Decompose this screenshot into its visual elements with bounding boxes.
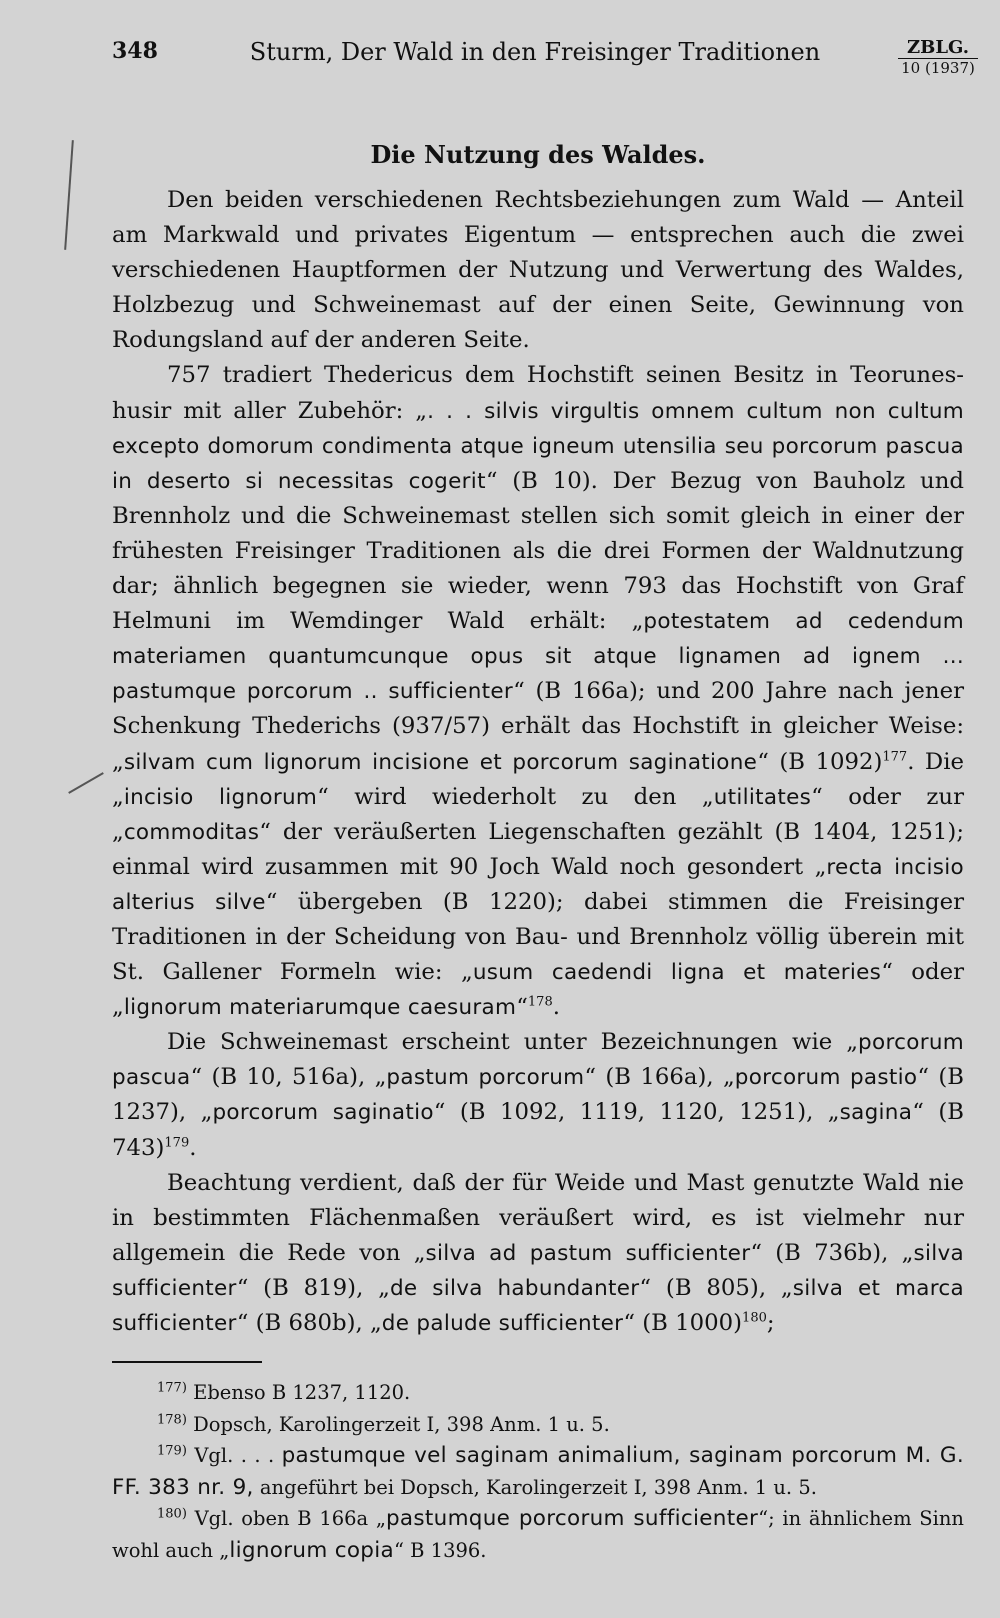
text-segment: “ (B 680b), „ — [236, 1310, 382, 1336]
text-segment: “ B 1396. — [393, 1538, 487, 1562]
footnote-number: 177) — [157, 1380, 187, 1396]
text-segment: angeführt bei Dopsch, Karolingerzeit I, 398 Anm. 1 u. 5. — [253, 1475, 817, 1499]
paragraph — [112, 183, 964, 358]
text-segment: “ (B 1237), „ — [112, 1064, 964, 1126]
page-number: 348 — [112, 38, 158, 64]
text-segment: “ (B 1000) — [623, 1310, 743, 1336]
latin-quotation: pastumque vel saginam animalium, saginam porcorum M. G. FF. 383 nr. 9, — [112, 1443, 965, 1500]
margin-pencil-dash — [68, 772, 104, 794]
latin-quotation: lignorum copia — [229, 1537, 394, 1563]
latin-quotation: porcorum pascua — [112, 1030, 964, 1091]
text-segment: “ (B 10). Der Bezug von Bauholz und Brennholz und die Schweinemast stellen sich somit gleich in einer der frühesten Freisinger Traditionen als die drei Formen der Waldnutzung dar; ähnlich begegnen sie wieder, wenn 793 das Hochstift von Graf Helmuni im Wemdinger Wald erhält: „ — [112, 467, 964, 635]
latin-quotation: pastum porcorum — [386, 1065, 585, 1091]
running-title: Sturm, Der Wald in den Freisinger Traditionen — [249, 38, 821, 66]
text-segment: “ (B 1092) — [757, 748, 883, 775]
text-segment: “ (B 166a), „ — [584, 1064, 735, 1091]
text-segment: Vgl. oben B 166a „ — [194, 1507, 386, 1531]
latin-quotation: . . . silvis virgultis omnem cultum non cultum excepto domorum condimenta atque igneum utensilia seu porcorum pascua in deserto si necessitas cogerit — [112, 398, 964, 494]
journal-reference — [898, 38, 978, 77]
footnote-reference: 177 — [882, 748, 908, 764]
latin-quotation: silva sufficienter — [112, 1240, 964, 1301]
latin-quotation: pastumque porcorum sufficienter — [385, 1506, 759, 1532]
text-segment: Die Schweinemast erscheint unter Bezeichnungen wie „ — [167, 1029, 859, 1056]
latin-quotation: sagina — [839, 1100, 913, 1126]
margin-pencil-mark — [64, 140, 74, 250]
latin-quotation: utilitates — [713, 784, 812, 810]
text-segment: Vgl. . . . — [194, 1444, 282, 1468]
latin-quotation: usum caedendi ligna et materies — [472, 960, 882, 986]
text-segment: “ (B 1092, 1119, 1120, 1251), „ — [433, 1099, 840, 1126]
paragraph — [112, 1025, 964, 1165]
text-segment: 757 tradiert Thedericus dem Hochstift seinen Besitz in Teoruneshusir mit aller Zubehör: „ — [112, 362, 964, 424]
latin-quotation: silva et marca sufficienter — [112, 1275, 964, 1336]
section-title: Die Nutzung des Waldes. — [370, 140, 706, 169]
text-segment: “ (B 805), „ — [639, 1274, 793, 1301]
latin-quotation: silvam cum lignorum incisione et porcorum saginatione — [123, 749, 758, 775]
footnote — [112, 1503, 964, 1566]
paragraph — [112, 358, 964, 1025]
footnote-number: 180) — [157, 1506, 187, 1522]
text-segment: “ (B 166a); und 200 Jahre nach jener Schenkung Thederichs (937/57) erhält das Hochstift in gleicher Weise: „ — [112, 678, 964, 775]
latin-quotation: potestatem ad cedendum materiamen quantumcunque opus sit atque lignamen ad ignem ... pastumque porcorum .. sufficienter — [112, 609, 964, 705]
latin-quotation: commoditas — [123, 819, 260, 845]
text-segment: “ — [516, 994, 528, 1021]
latin-quotation: silva ad pastum sufficienter — [425, 1240, 751, 1266]
footnotes — [112, 1377, 964, 1566]
paragraph — [112, 1166, 964, 1341]
footnote — [112, 1409, 964, 1441]
journal-volume: 10 (1937) — [901, 59, 975, 77]
text-segment: “ der veräußerten Liegenschaften gezählt (B 1404, 1251); einmal wird zusammen mit 90 Joch Wald noch gesondert „ — [112, 818, 964, 880]
text-segment: “ oder „ — [112, 959, 965, 1021]
text-segment: . — [189, 1134, 197, 1161]
footnote-reference: 180 — [742, 1310, 767, 1326]
footnote-number: 179) — [157, 1443, 187, 1459]
page-header — [112, 37, 975, 94]
text-segment: Beachtung verdient, daß der für Weide und Mast genutzte Wald nie in bestimmten Flächenmaßen veräußert wird, es ist vielmehr nur allgemein die Rede von „ — [112, 1169, 964, 1266]
journal-abbreviation: ZBLG. — [898, 38, 978, 59]
text-segment: Den beiden verschiedenen Rechtsbeziehungen zum Wald — Anteil am Markwald und privates Eigentum — entsprechen auch die zwei verschiedenen Hauptformen der Nutzung und Verwertung des Waldes, Holzbezug und Schweinemast auf der einen Seite, Gewinnung von Rodungsland auf der anderen Seite. — [112, 187, 964, 354]
footnote — [112, 1440, 964, 1503]
latin-quotation: recta incisio alterius silve — [112, 854, 965, 915]
footnote — [112, 1377, 964, 1409]
latin-quotation: porcorum pastio — [734, 1065, 918, 1091]
footnote-reference: 179 — [164, 1134, 190, 1150]
latin-quotation: lignorum materiarumque caesuram — [123, 995, 517, 1021]
body-text — [112, 183, 964, 1341]
latin-quotation: porcorum saginatio — [212, 1100, 434, 1126]
latin-quotation: de palude sufficienter — [381, 1311, 624, 1336]
text-segment: ; — [766, 1310, 775, 1336]
text-segment: “ (B 10, 516a), „ — [190, 1064, 387, 1091]
text-segment: “ (B 736b), „ — [750, 1239, 914, 1266]
latin-quotation: incisio lignorum — [123, 784, 318, 810]
text-segment: “; in ähnlichem Sinn wohl auch „ — [112, 1507, 964, 1562]
footnote-divider — [112, 1361, 262, 1363]
text-segment: Dopsch, Karolingerzeit I, 398 Anm. 1 u. 5. — [193, 1412, 610, 1436]
text-segment: . Die „ — [112, 748, 964, 810]
text-segment: “ (B 743) — [112, 1099, 964, 1161]
text-segment: . — [552, 994, 560, 1021]
text-segment: “ (B 819), „ — [236, 1274, 390, 1301]
text-segment: “ wird wiederholt zu den „ — [317, 783, 714, 810]
text-segment: Ebenso B 1237, 1120. — [193, 1381, 411, 1405]
text-segment: “ oder zur „ — [112, 783, 964, 845]
footnote-reference: 178 — [527, 994, 553, 1010]
latin-quotation: de silva habundanter — [389, 1275, 640, 1301]
footnote-number: 178) — [157, 1412, 187, 1428]
text-segment: “ übergeben (B 1220); dabei stimmen die Freisinger Traditionen in der Scheidung von Bau- und Brennholz völlig überein mit St. Gallener Formeln wie: „ — [112, 888, 964, 986]
